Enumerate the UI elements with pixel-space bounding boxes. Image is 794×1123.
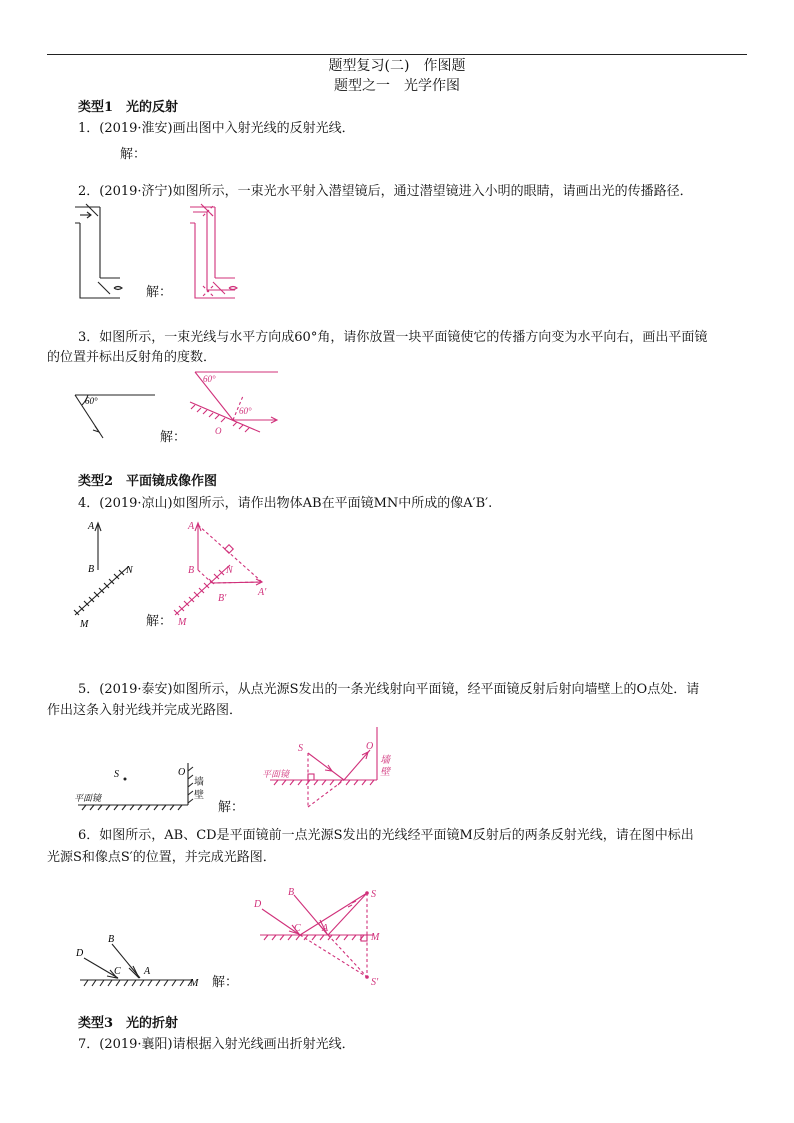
point-label-m: M — [178, 617, 187, 628]
angle-label: 60° — [85, 396, 98, 406]
answer-label: 解： — [218, 800, 245, 815]
answer-label: 解： — [120, 147, 147, 162]
answer-label: 解： — [146, 614, 173, 629]
point-label-s: S — [114, 769, 119, 780]
point-label-m: M — [80, 619, 89, 630]
question-6-line2: 光源S和像点S′的位置，并完成光路图． — [47, 850, 276, 865]
point-label-b: B — [188, 565, 195, 576]
wall-label-char1: 墙 — [194, 777, 204, 788]
question-5-line2: 作出这条入射光线并完成光路图． — [47, 703, 243, 718]
point-label-n: N — [126, 565, 133, 576]
point-label-o: O — [366, 741, 374, 752]
point-label-a: A — [88, 521, 95, 532]
point-label-b: B — [288, 887, 295, 898]
section-heading-plane-mirror: 类型2 平面镜成像作图 — [78, 474, 218, 489]
mirror-label: 平面镜 — [262, 769, 290, 779]
question-4: 4．(2019·凉山)如图所示，请作出物体AB在平面镜MN中所成的像A′B′. — [78, 496, 493, 511]
mirror-image-answer-figure — [170, 515, 280, 630]
wall-label-char1: 墙 — [380, 755, 390, 766]
wall-label-char2: 壁 — [194, 790, 204, 801]
reflection-angle-label: 60° — [239, 406, 252, 416]
page-title: 题型复习(二) 作图题 — [328, 58, 466, 74]
two-rays-answer-figure — [252, 885, 397, 995]
angle-label: 60° — [203, 374, 216, 384]
point-label-a: A — [188, 521, 195, 532]
angle-question-figure — [70, 390, 160, 445]
point-label-a: A — [322, 923, 329, 934]
point-label-o: O — [178, 767, 186, 778]
question-1: 1．(2019·淮安)画出图中入射光线的反射光线． — [78, 121, 355, 136]
header-rule — [47, 54, 747, 55]
section-heading-reflection: 类型1 光的反射 — [78, 100, 179, 115]
point-label-m: M — [190, 978, 199, 989]
question-3-line1: 3．如图所示，一束光线与水平方向成60°角，请你放置一块平面镜使它的传播方向变为水平向右，画出平面镜 — [78, 330, 708, 345]
answer-label: 解： — [146, 285, 173, 300]
mirror-label: 平面镜 — [74, 793, 102, 803]
periscope-answer-figure — [185, 200, 255, 300]
point-label-m: M — [371, 932, 380, 943]
answer-label: 解： — [160, 430, 187, 445]
point-label-c: C — [114, 966, 121, 977]
question-7: 7．(2019·襄阳)请根据入射光线画出折射光线． — [78, 1037, 355, 1052]
point-label-b-prime: B′ — [218, 593, 227, 604]
point-label-s: S — [371, 889, 376, 900]
page-subtitle: 题型之一 光学作图 — [334, 78, 460, 94]
answer-label: 解： — [212, 975, 239, 990]
wall-label-char2: 壁 — [380, 767, 390, 778]
section-heading-refraction: 类型3 光的折射 — [78, 1016, 179, 1031]
two-rays-question-figure — [72, 930, 207, 992]
point-label-s: S — [298, 743, 303, 754]
question-3-line2: 的位置并标出反射角的度数． — [47, 350, 217, 365]
point-label-n: N — [226, 565, 233, 576]
periscope-question-figure — [70, 200, 140, 300]
question-2: 2．(2019·济宁)如图所示，一束光水平射入潜望镜后，通过潜望镜进入小明的眼睛，请画出光的传播路径． — [78, 184, 693, 199]
wall-answer-figure — [262, 725, 397, 825]
question-6-line1: 6．如图所示，AB、CD是平面镜前一点光源S发出的光线经平面镜M反射后的两条反射光线，请在图中标出 — [78, 828, 694, 843]
point-label-s-prime: S′ — [371, 977, 379, 988]
question-5-line1: 5．(2019·泰安)如图所示，从点光源S发出的一条光线射向平面镜，经平面镜反射后射向墙壁上的O点处．请 — [78, 682, 700, 697]
point-label-b: B — [88, 564, 95, 575]
point-label-a-prime: A′ — [258, 587, 267, 598]
angle-answer-figure — [185, 370, 285, 435]
point-label-d: D — [254, 899, 262, 910]
point-label-d: D — [76, 948, 84, 959]
mirror-image-question-figure — [70, 515, 145, 630]
point-label-c: C — [294, 923, 301, 934]
point-label-o: O — [215, 426, 222, 436]
point-label-a: A — [144, 966, 151, 977]
point-label-b: B — [108, 934, 115, 945]
